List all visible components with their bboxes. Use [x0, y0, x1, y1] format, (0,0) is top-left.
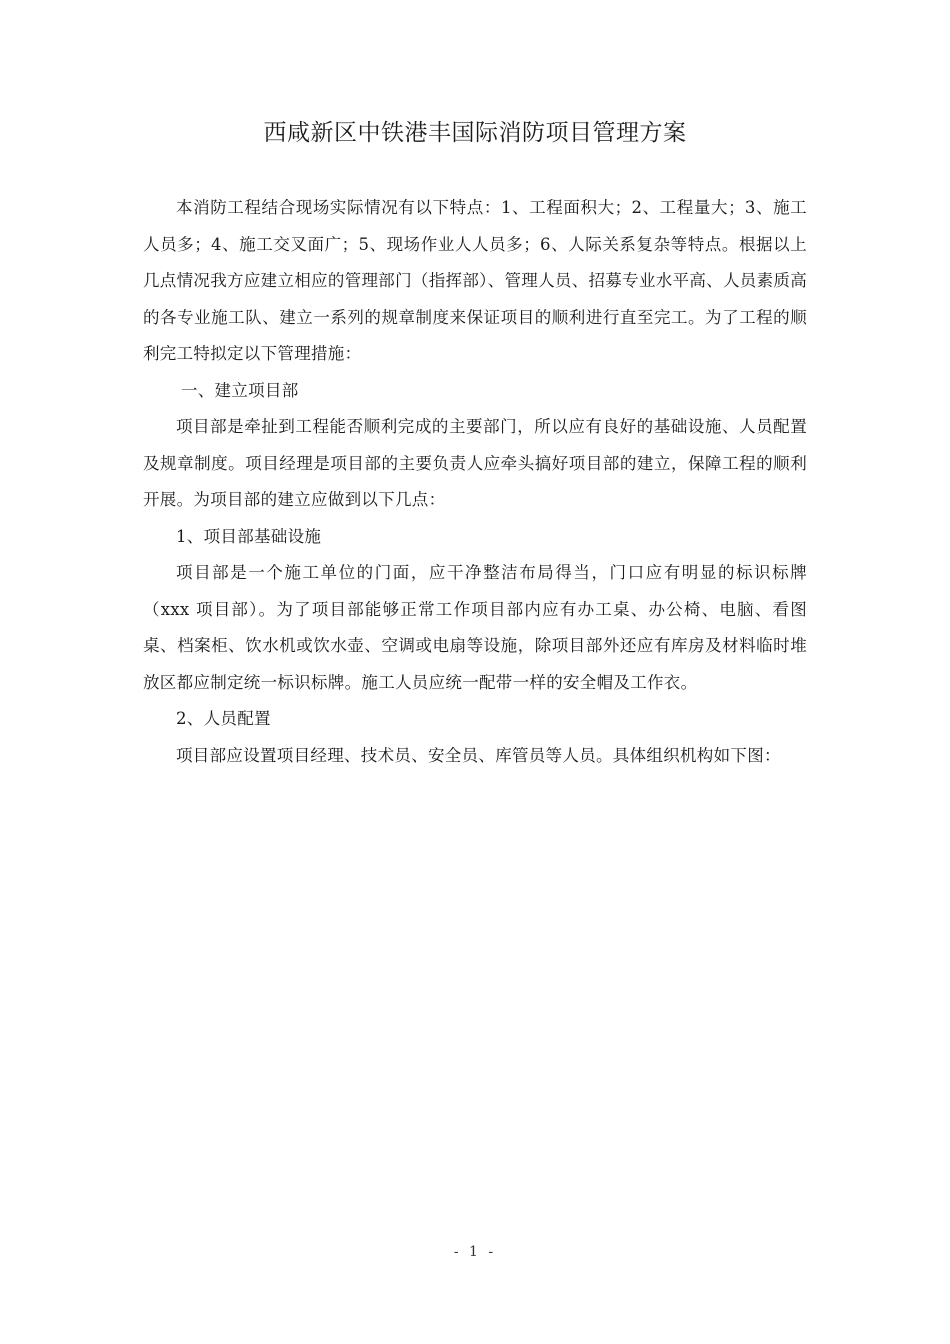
- subsection-paragraph-infrastructure: 项目部是一个施工单位的门面，应干净整洁布局得当，门口应有明显的标识标牌（xxx 项目部）。为了项目部能够正常工作项目部内应有办工桌、办公椅、电脑、看图桌、档案柜、饮水机或饮水壶、空调或电扇等设施，除项目部外还应有库房及材料临时堆放区都应制定统一标识标牌。施工人员应统一配带一样的安全帽及工作衣。: [143, 563, 807, 692]
- document-body: [143, 190, 807, 774]
- section-paragraph-project-department: 项目部是牵扯到工程能否顺利完成的主要部门，所以应有良好的基础设施、人员配置及规章制度。项目经理是项目部的主要负责人应牵头搞好项目部的建立，保障工程的顺利开展。为项目部的建立应做到以下几点：: [143, 417, 807, 509]
- section-heading-project-department: 一、建立项目部: [180, 380, 299, 400]
- subsection-heading-staffing: 2、人员配置: [176, 709, 271, 728]
- intro-paragraph: 本消防工程结合现场实际情况有以下特点：1、工程面积大；2、工程量大；3、施工人员多；4、施工交叉面广；5、现场作业人人员多；6、人际关系复杂等特点。根据以上几点情况我方应建立相应的管理部门（指挥部）、管理人员、招募专业水平高、人员素质高的各专业施工队、建立一系列的规章制度来保证项目的顺利进行直至完工。为了工程的顺利完工特拟定以下管理措施：: [143, 198, 807, 363]
- page-number: - 1 -: [453, 1244, 497, 1260]
- document-title: 西咸新区中铁港丰国际消防项目管理方案: [263, 120, 687, 146]
- subsection-heading-infrastructure: 1、项目部基础设施: [176, 526, 322, 546]
- subsection-paragraph-staffing: 项目部应设置项目经理、技术员、安全员、库管员等人员。具体组织机构如下图：: [176, 745, 781, 765]
